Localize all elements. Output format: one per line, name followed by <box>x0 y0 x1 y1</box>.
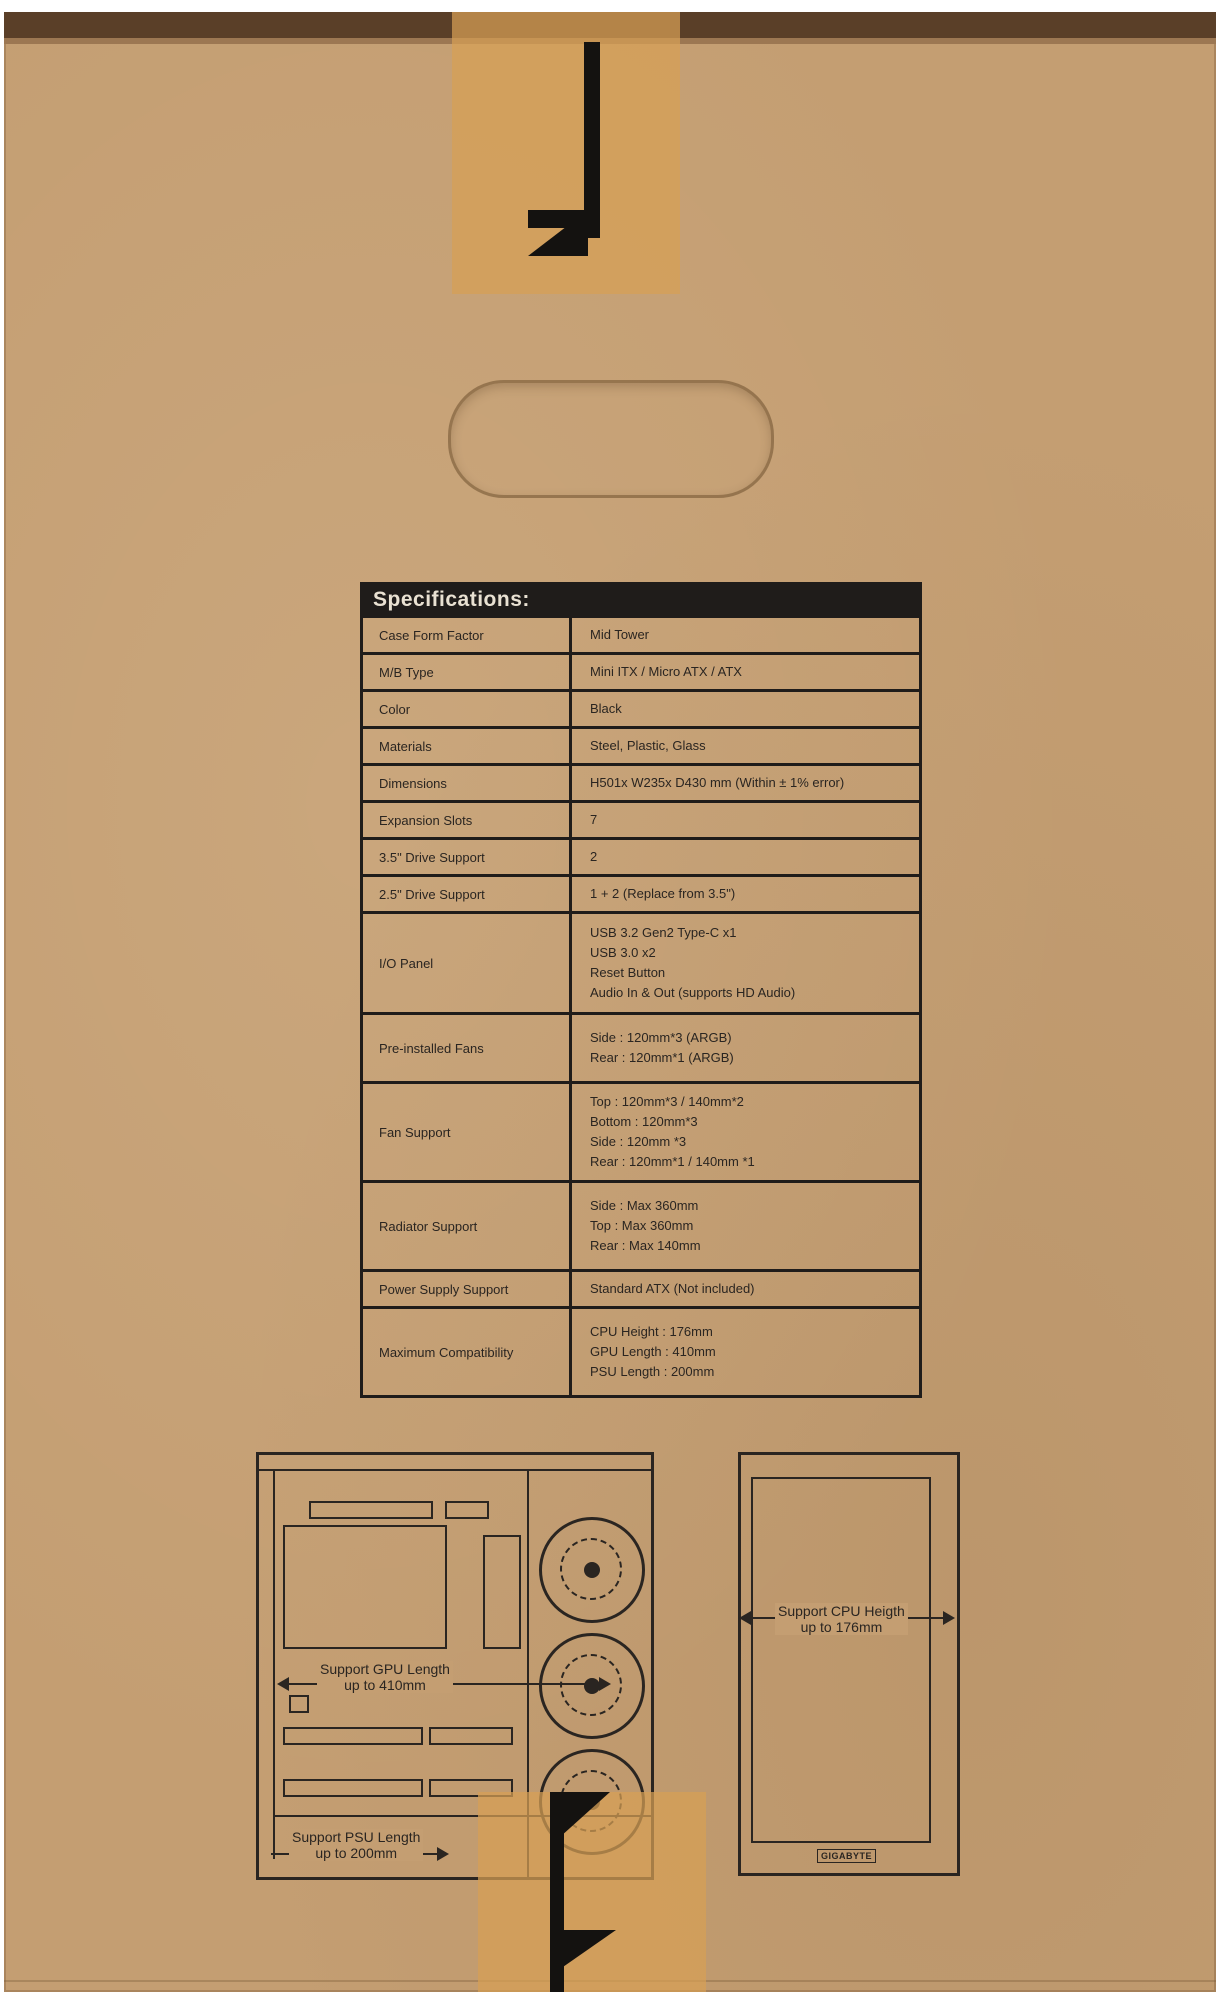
spec-value-line: USB 3.2 Gen2 Type-C x1 <box>590 925 737 940</box>
cpu-height-annotation: Support CPU Heigth up to 176mm <box>775 1603 908 1635</box>
spec-rows <box>363 618 919 1395</box>
spec-value <box>572 877 919 911</box>
spec-label: 2.5" Drive Support <box>363 877 572 911</box>
spec-value-line: 1 + 2 (Replace from 3.5") <box>590 886 736 901</box>
spec-label: Pre-installed Fans <box>363 1015 572 1081</box>
spec-value-line: Steel, Plastic, Glass <box>590 738 706 753</box>
front-panel-outline <box>751 1477 931 1843</box>
spec-value-line: Mini ITX / Micro ATX / ATX <box>590 664 742 679</box>
spec-value <box>572 1084 919 1180</box>
spec-value-line: Reset Button <box>590 965 666 980</box>
spec-value-line: Side : Max 360mm <box>590 1198 699 1213</box>
fan-icon <box>539 1517 645 1623</box>
spec-row <box>363 1269 919 1306</box>
spec-value <box>572 803 919 837</box>
spec-label: Fan Support <box>363 1084 572 1180</box>
cardboard-box <box>4 12 1216 1992</box>
specifications-table <box>360 582 922 1398</box>
spec-row <box>363 874 919 911</box>
spec-label: 3.5" Drive Support <box>363 840 572 874</box>
spec-value <box>572 655 919 689</box>
specifications-title: Specifications: <box>363 582 919 618</box>
spec-value <box>572 840 919 874</box>
spec-value-line: CPU Height : 176mm <box>590 1324 713 1339</box>
spec-value-line: Audio In & Out (supports HD Audio) <box>590 985 796 1000</box>
case-front-diagram <box>738 1452 960 1876</box>
spec-value-line: 2 <box>590 849 598 864</box>
spec-label: Case Form Factor <box>363 618 572 652</box>
spec-value-line: GPU Length : 410mm <box>590 1344 716 1359</box>
spec-value-line: Rear : 120mm*1 (ARGB) <box>590 1050 734 1065</box>
spec-row <box>363 837 919 874</box>
spec-label: M/B Type <box>363 655 572 689</box>
spec-value-line: Bottom : 120mm*3 <box>590 1114 698 1129</box>
spec-value <box>572 1183 919 1269</box>
fan-icon <box>539 1633 645 1739</box>
spec-row <box>363 652 919 689</box>
spec-value-line: Rear : 120mm*1 / 140mm *1 <box>590 1154 755 1169</box>
spec-value <box>572 1272 919 1306</box>
spec-row <box>363 800 919 837</box>
spec-value-line: Side : 120mm *3 <box>590 1134 687 1149</box>
spec-value <box>572 1015 919 1081</box>
spec-value-line: 7 <box>590 812 598 827</box>
carry-handle-cutout <box>448 380 774 498</box>
spec-value-line: Black <box>590 701 622 716</box>
motherboard-outline <box>283 1525 447 1649</box>
gpu-length-annotation: Support GPU Length up to 410mm <box>317 1661 453 1693</box>
spec-row <box>363 1306 919 1395</box>
psu-length-annotation: Support PSU Length up to 200mm <box>289 1829 423 1861</box>
spec-value-line: Mid Tower <box>590 627 650 642</box>
spec-value-line: USB 3.0 x2 <box>590 945 656 960</box>
spec-value-line: H501x W235x D430 mm (Within ± 1% error) <box>590 775 845 790</box>
spec-value-line: Top : 120mm*3 / 140mm*2 <box>590 1094 744 1109</box>
spec-value-line: Rear : Max 140mm <box>590 1238 701 1253</box>
spec-row <box>363 911 919 1012</box>
spec-label: Power Supply Support <box>363 1272 572 1306</box>
gigabyte-logo: GIGABYTE <box>817 1849 876 1863</box>
spec-label: Radiator Support <box>363 1183 572 1269</box>
spec-value <box>572 692 919 726</box>
spec-label: Maximum Compatibility <box>363 1309 572 1395</box>
spec-label: Color <box>363 692 572 726</box>
spec-row <box>363 1180 919 1269</box>
spec-value <box>572 766 919 800</box>
spec-value <box>572 914 919 1012</box>
spec-row <box>363 689 919 726</box>
spec-value <box>572 729 919 763</box>
spec-value <box>572 618 919 652</box>
spec-value-line: PSU Length : 200mm <box>590 1364 715 1379</box>
spec-label: I/O Panel <box>363 914 572 1012</box>
spec-row <box>363 1012 919 1081</box>
spec-row <box>363 726 919 763</box>
spec-value <box>572 1309 919 1395</box>
expansion-slot <box>283 1727 423 1745</box>
spec-value-line: Top : Max 360mm <box>590 1218 694 1233</box>
spec-row <box>363 1081 919 1180</box>
spec-row <box>363 618 919 652</box>
spec-row <box>363 763 919 800</box>
spec-value-line: Standard ATX (Not included) <box>590 1281 755 1296</box>
spec-value-line: Side : 120mm*3 (ARGB) <box>590 1030 732 1045</box>
spec-label: Materials <box>363 729 572 763</box>
spec-label: Dimensions <box>363 766 572 800</box>
spec-label: Expansion Slots <box>363 803 572 837</box>
